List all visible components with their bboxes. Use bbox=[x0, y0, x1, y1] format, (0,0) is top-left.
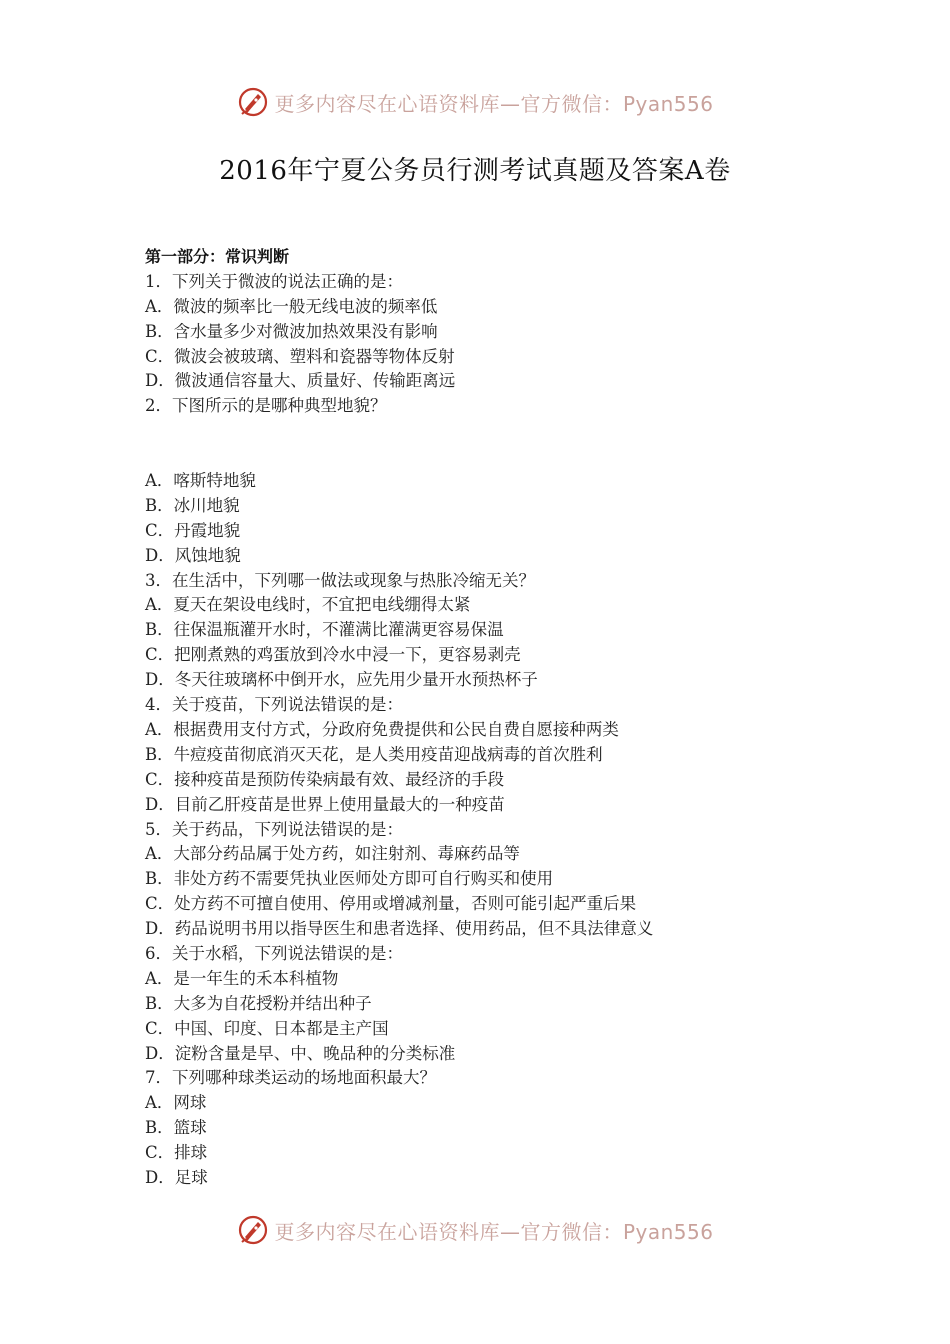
pen-circle-logo-icon bbox=[236, 1213, 270, 1247]
answer-option: D．目前乙肝疫苗是世界上使用量最大的一种疫苗 bbox=[145, 794, 505, 814]
answer-option: A．网球 bbox=[145, 1093, 207, 1113]
section-heading: 第一部分：常识判断 bbox=[145, 247, 290, 266]
question-stem: 3．在生活中，下列哪一做法或现象与热胀冷缩无关？ bbox=[145, 570, 535, 590]
answer-option: C．微波会被玻璃、塑料和瓷器等物体反射 bbox=[145, 346, 455, 366]
question-stem: 6．关于水稻，下列说法错误的是： bbox=[145, 943, 403, 963]
answer-option: D．冬天往玻璃杯中倒开水，应先用少量开水预热杯子 bbox=[145, 670, 538, 690]
answer-option: B．往保温瓶灌开水时，不灌满比灌满更容易保温 bbox=[145, 620, 504, 640]
answer-option: B．大多为自花授粉并结出种子 bbox=[145, 993, 372, 1013]
document-body bbox=[145, 245, 845, 1191]
question-stem: 7．下列哪种球类运动的场地面积最大？ bbox=[145, 1068, 436, 1088]
footer-banner bbox=[0, 1210, 950, 1250]
answer-option: A．根据费用支付方式，分政府免费提供和公民自费自愿接种两类 bbox=[145, 719, 619, 739]
answer-option: D．淀粉含量是早、中、晚品种的分类标准 bbox=[145, 1043, 456, 1063]
answer-option: D．足球 bbox=[145, 1167, 208, 1187]
answer-option: C．把刚煮熟的鸡蛋放到冷水中浸一下，更容易剥壳 bbox=[145, 645, 521, 665]
answer-option: A．大部分药品属于处方药，如注射剂、毒麻药品等 bbox=[145, 844, 520, 864]
answer-option: B．含水量多少对微波加热效果没有影响 bbox=[145, 321, 438, 341]
answer-option: C．接种疫苗是预防传染病最有效、最经济的手段 bbox=[145, 769, 505, 789]
answer-option: D．风蚀地貌 bbox=[145, 545, 241, 565]
answer-option: B．牛痘疫苗彻底消灭天花，是人类用疫苗迎战病毒的首次胜利 bbox=[145, 744, 603, 764]
banner-text: 更多内容尽在心语资料库—官方微信：Pyan556 bbox=[274, 91, 714, 116]
page-title: 2016年宁夏公务员行测考试真题及答案A卷 bbox=[219, 156, 731, 186]
question-stem: 2．下图所示的是哪种典型地貌？ bbox=[145, 396, 387, 416]
answer-option: A．夏天在架设电线时，不宜把电线绷得太紧 bbox=[145, 595, 471, 615]
answer-option: B．非处方药不需要凭执业医师处方即可自行购买和使用 bbox=[145, 869, 554, 889]
answer-option: A．喀斯特地貌 bbox=[145, 471, 256, 491]
banner-text: 更多内容尽在心语资料库—官方微信：Pyan556 bbox=[274, 1219, 714, 1244]
header-banner bbox=[0, 82, 950, 122]
answer-option: C．丹霞地貌 bbox=[145, 520, 241, 540]
question-stem: 4．关于疫苗，下列说法错误的是： bbox=[145, 695, 403, 715]
answer-option: C．处方药不可擅自使用、停用或增减剂量，否则可能引起严重后果 bbox=[145, 894, 637, 914]
answer-option: B．篮球 bbox=[145, 1118, 207, 1138]
answer-option: D．药品说明书用以指导医生和患者选择、使用药品，但不具法律意义 bbox=[145, 919, 654, 939]
answer-option: A．是一年生的禾本科植物 bbox=[145, 968, 339, 988]
question-stem: 1．下列关于微波的说法正确的是： bbox=[145, 271, 403, 291]
answer-option: C．中国、印度、日本都是主产国 bbox=[145, 1018, 389, 1038]
answer-option: C．排球 bbox=[145, 1143, 208, 1163]
answer-option: A．微波的频率比一般无线电波的频率低 bbox=[145, 296, 438, 316]
answer-option: D．微波通信容量大、质量好、传输距离远 bbox=[145, 371, 456, 391]
answer-option: B．冰川地貌 bbox=[145, 495, 240, 515]
pen-circle-logo-icon bbox=[236, 85, 270, 119]
figure-placeholder bbox=[145, 419, 845, 469]
question-stem: 5．关于药品，下列说法错误的是： bbox=[145, 819, 403, 839]
